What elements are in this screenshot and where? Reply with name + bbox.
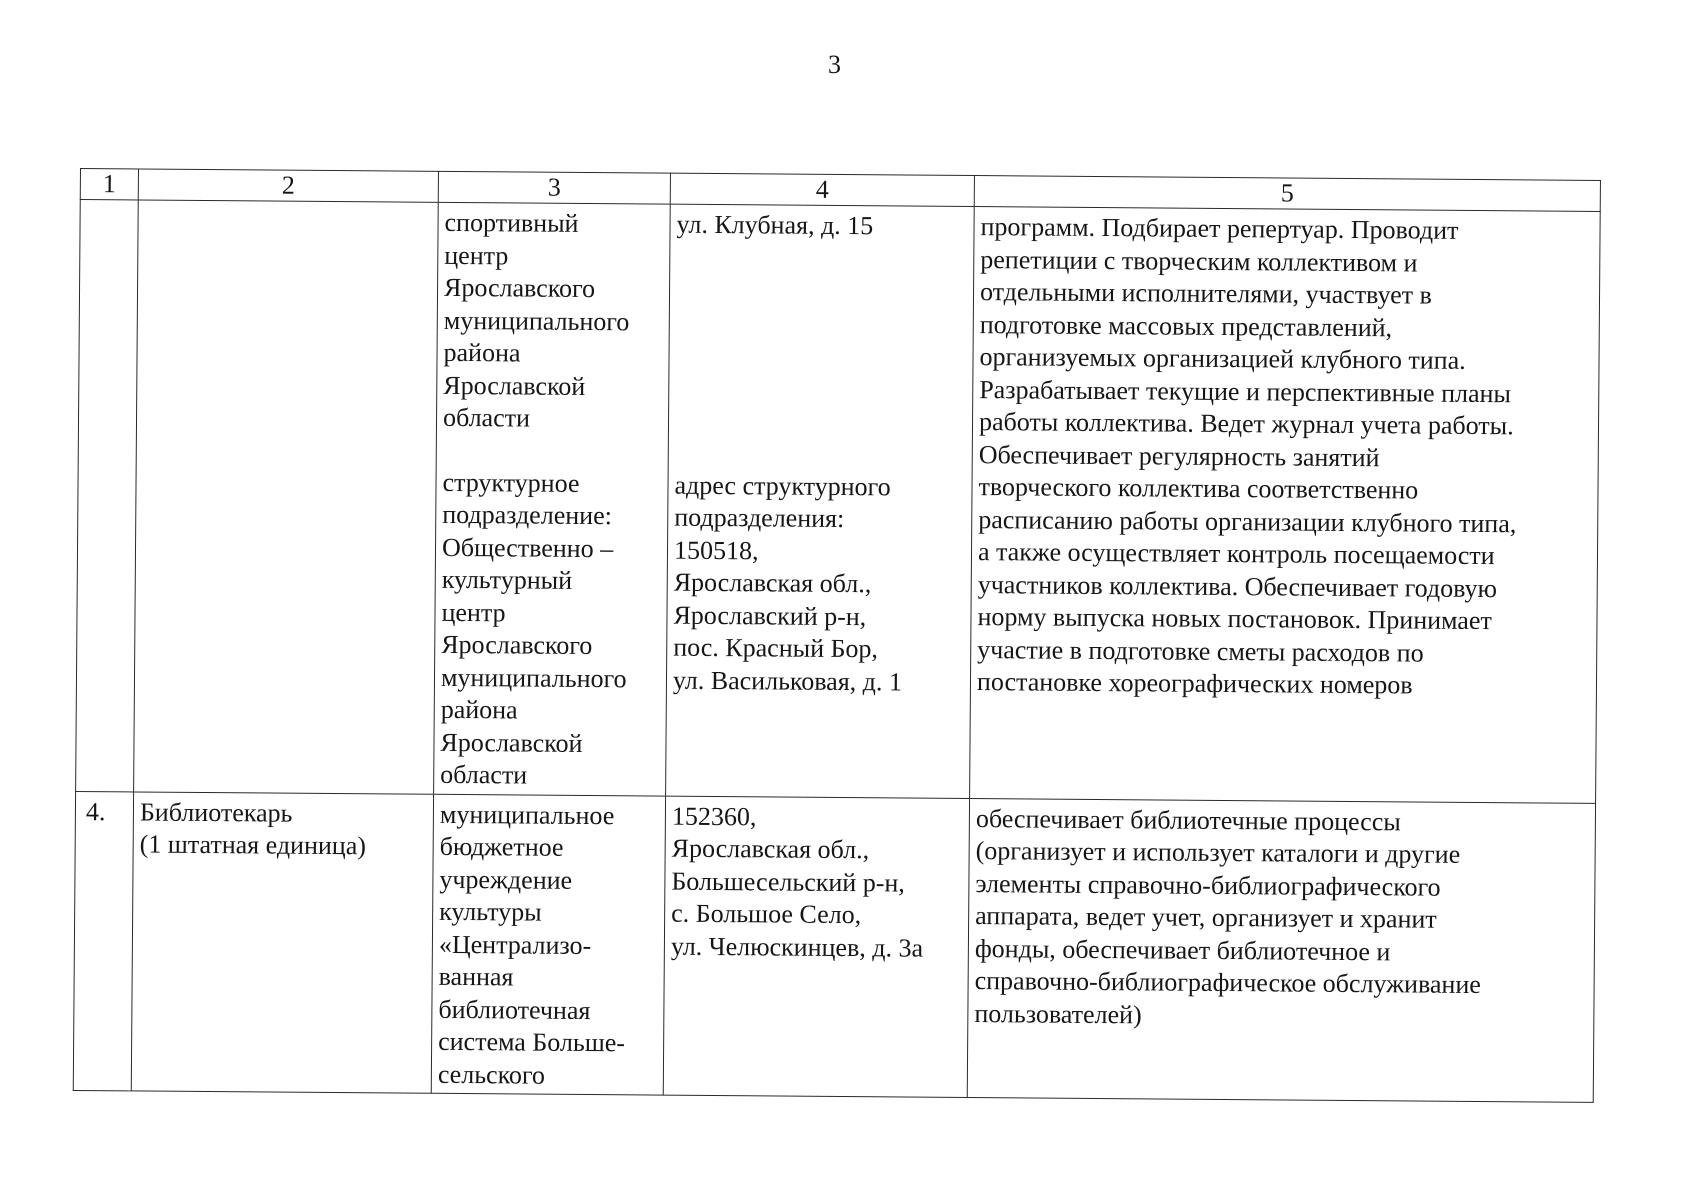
text-line: репетиции с творческим коллективом и: [980, 244, 1418, 278]
text-line: справочно-библиографическое обслуживание: [974, 966, 1481, 1000]
text-line: учреждение: [439, 864, 573, 895]
text-line: система Больше-: [438, 1026, 626, 1058]
text-line: сельского: [437, 1059, 546, 1090]
address-text: [671, 800, 963, 965]
text-line: аппарата, ведет учет, организует и хранит: [975, 901, 1437, 934]
text-line: Разрабатывает текущие и перспективные планы: [979, 374, 1512, 408]
organization-cell: [434, 202, 671, 795]
text-line: элементы справочно-библиографического: [975, 868, 1441, 902]
text-line: участие в подготовке сметы расходов по: [977, 634, 1424, 668]
text-line: постановке хореографических номеров: [976, 667, 1413, 700]
text-line: ул. Васильковая, д. 1: [672, 665, 903, 696]
text-line: творческого коллектива соответственно: [978, 472, 1419, 505]
organization-text: [443, 207, 664, 436]
text-line: библиотечная: [438, 994, 591, 1025]
text-line: структурное: [442, 467, 580, 498]
header-cell: 3: [438, 171, 670, 204]
text-line: с. Большое Село,: [671, 898, 862, 930]
table-row: [73, 791, 1595, 1102]
text-line: Библиотекарь: [139, 796, 293, 828]
text-line: (организует и использует каталоги и другие: [975, 836, 1461, 869]
header-cell: 5: [974, 176, 1600, 212]
text-line: области: [440, 759, 528, 790]
text-line: Ярославский р-н,: [673, 600, 867, 631]
text-line: программ. Подбирает репертуар. Проводит: [980, 212, 1459, 245]
text-line: отдельными исполнителями, участвует в: [979, 277, 1432, 310]
text-line: фонды, обеспечивает библиотечное и: [974, 933, 1391, 966]
duties-text: [974, 803, 1589, 1035]
text-line: Ярославской: [443, 370, 586, 401]
text-line: пос. Красный Бор,: [673, 632, 879, 664]
text-line: «Централизо-: [438, 929, 592, 960]
duties-text: [977, 211, 1594, 703]
row-number-cell: 4.: [73, 791, 133, 1091]
text-line: муниципального: [443, 305, 630, 336]
position-text: [140, 796, 428, 863]
duties-cell: [967, 798, 1595, 1102]
text-line: центр: [444, 240, 509, 270]
text-line: пользователей): [974, 998, 1142, 1029]
text-line: Обеспечивает регулярность занятий: [978, 439, 1380, 472]
text-line: адрес структурного: [674, 470, 891, 501]
text-line: муниципальное: [439, 799, 615, 830]
text-line: норму выпуска новых постановок. Принимает: [977, 602, 1492, 636]
text-line: (1 штатная единица): [139, 829, 367, 861]
text-line: а также осуществляет контроль посещаемости: [977, 537, 1495, 571]
text-line: 152360,: [671, 801, 757, 831]
text-line: Общественно –: [441, 532, 614, 563]
address-text: [676, 209, 967, 244]
header-cell: 2: [138, 169, 438, 202]
text-line: культурный: [441, 564, 573, 595]
text-line: подразделение:: [442, 499, 613, 531]
header-cell: 4: [670, 173, 974, 206]
table-row: [76, 200, 1601, 803]
text-line: района: [440, 694, 518, 725]
text-line: Ярославская обл.,: [671, 833, 870, 865]
text-line: Ярославского: [443, 272, 596, 304]
text-line: подготовке массовых представлений,: [979, 309, 1393, 342]
address-cell: [666, 204, 975, 798]
row-number-cell: [76, 200, 139, 792]
text-line: муниципального: [440, 662, 627, 693]
text-line: расписанию работы организации клубного типа,: [978, 504, 1517, 538]
text-line: культуры: [439, 896, 542, 927]
text-line: центр: [441, 597, 506, 627]
text-line: области: [442, 402, 531, 433]
text-line: Большесельский р-н,: [671, 866, 905, 897]
spacer: [443, 434, 662, 468]
text-line: ул. Челюскинцев, д. 3а: [670, 931, 924, 963]
position-cell: [134, 200, 439, 794]
text-line: района: [443, 337, 521, 368]
address-cell: [663, 796, 969, 1098]
text-line: ул. Клубная, д. 15: [676, 209, 874, 241]
header-cell: 1: [80, 169, 138, 200]
position-cell: [131, 791, 433, 1093]
subdivision-address-text: [673, 469, 966, 699]
text-line: Ярославской: [440, 727, 583, 758]
text-line: организуемых организацией клубного типа.: [979, 342, 1466, 375]
text-line: ванная: [438, 961, 514, 992]
subdivision-text: [440, 466, 662, 793]
text-line: участников коллектива. Обеспечивает годовую: [977, 569, 1498, 603]
duties-cell: [970, 207, 1601, 803]
text-line: Ярославского: [441, 629, 593, 661]
positions-table: [73, 168, 1601, 1103]
text-line: спортивный: [444, 207, 579, 238]
organization-cell: [431, 794, 665, 1095]
text-line: подразделения:: [674, 502, 845, 534]
text-line: бюджетное: [439, 831, 564, 862]
text-line: 150518,: [673, 535, 759, 565]
text-line: Ярославская обл.,: [673, 567, 872, 599]
organization-text: [438, 798, 659, 1092]
spacer: [675, 241, 968, 471]
page-number: 3: [828, 50, 841, 79]
text-line: работы коллектива. Ведет журнал учета работы.: [978, 407, 1514, 441]
text-line: обеспечивает библиотечные процессы: [975, 803, 1401, 836]
